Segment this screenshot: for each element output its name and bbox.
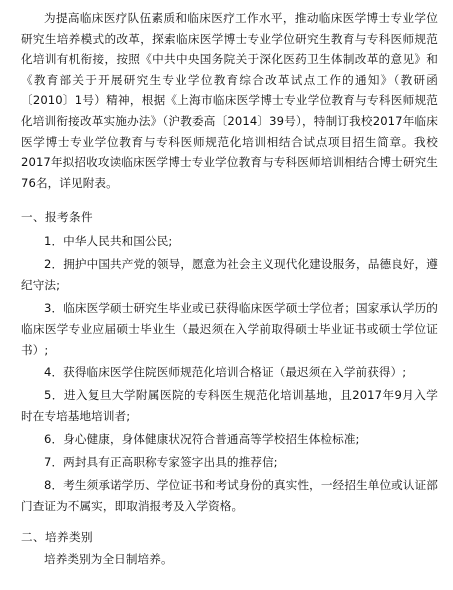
- section-heading-training-type: 二、培养类别: [21, 530, 93, 544]
- requirement-item: 6．身心健康，身体健康状况符合普通高等学校招生体检标准;: [44, 432, 360, 446]
- requirement-item: 8．考生须承诺学历、学位证书和考试身份的真实性，一经招生单位或认证部门查证为不属实，即取消报考及入学资格。: [21, 478, 438, 513]
- requirement-item: 7．两封具有正高职称专家签字出具的推荐信;: [44, 455, 278, 469]
- requirement-item: 2．拥护中国共产党的领导，愿意为社会主义现代化建设服务，品德良好，遵纪守法;: [21, 257, 438, 292]
- training-type-text: 培养类别为全日制培养。: [44, 552, 173, 566]
- intro-paragraph: 为提高临床医疗队伍素质和临床医疗工作水平，推动临床医学博士专业学位研究生培养模式的改革，探索临床医学博士专业学位研究生教育与专科医师规范化培训有机衔接，按照《中共中央国务院关于深化医药卫生体制改革的意见》和《教育部关于开展研究生专业学位教育综合改革试点工作的通知》（教研函〔2010〕1号）精神，根据《上海市临床医学博士专业学位教育与专科医师规范化培训衔接改革实施办法》（沪教委高〔2014〕39号），特制订我校2017年临床医学博士专业学位教育与专科医师规范化培训相结合试点项目招生简章。我校2017年拟招收攻读临床医学博士专业学位教育与专科医师培训相结合博士研究生76名，详见附表。: [21, 11, 438, 190]
- requirement-item: 5．进入复旦大学附属医院的专科医生规范化培训基地，且2017年9月入学时在专培基地培训者;: [21, 388, 438, 423]
- requirement-item: 4．获得临床医学住院医师规范化培训合格证（最迟须在入学前获得）;: [44, 365, 407, 379]
- section-heading-requirements: 一、报考条件: [21, 210, 93, 224]
- requirement-item: 3．临床医学硕士研究生毕业或已获得临床医学硕士学位者；国家承认学历的临床医学专业应届硕士毕业生（最迟须在入学前取得硕士毕业证书或硕士学位证书）;: [21, 301, 438, 357]
- requirement-item: 1．中华人民共和国公民;: [44, 234, 173, 248]
